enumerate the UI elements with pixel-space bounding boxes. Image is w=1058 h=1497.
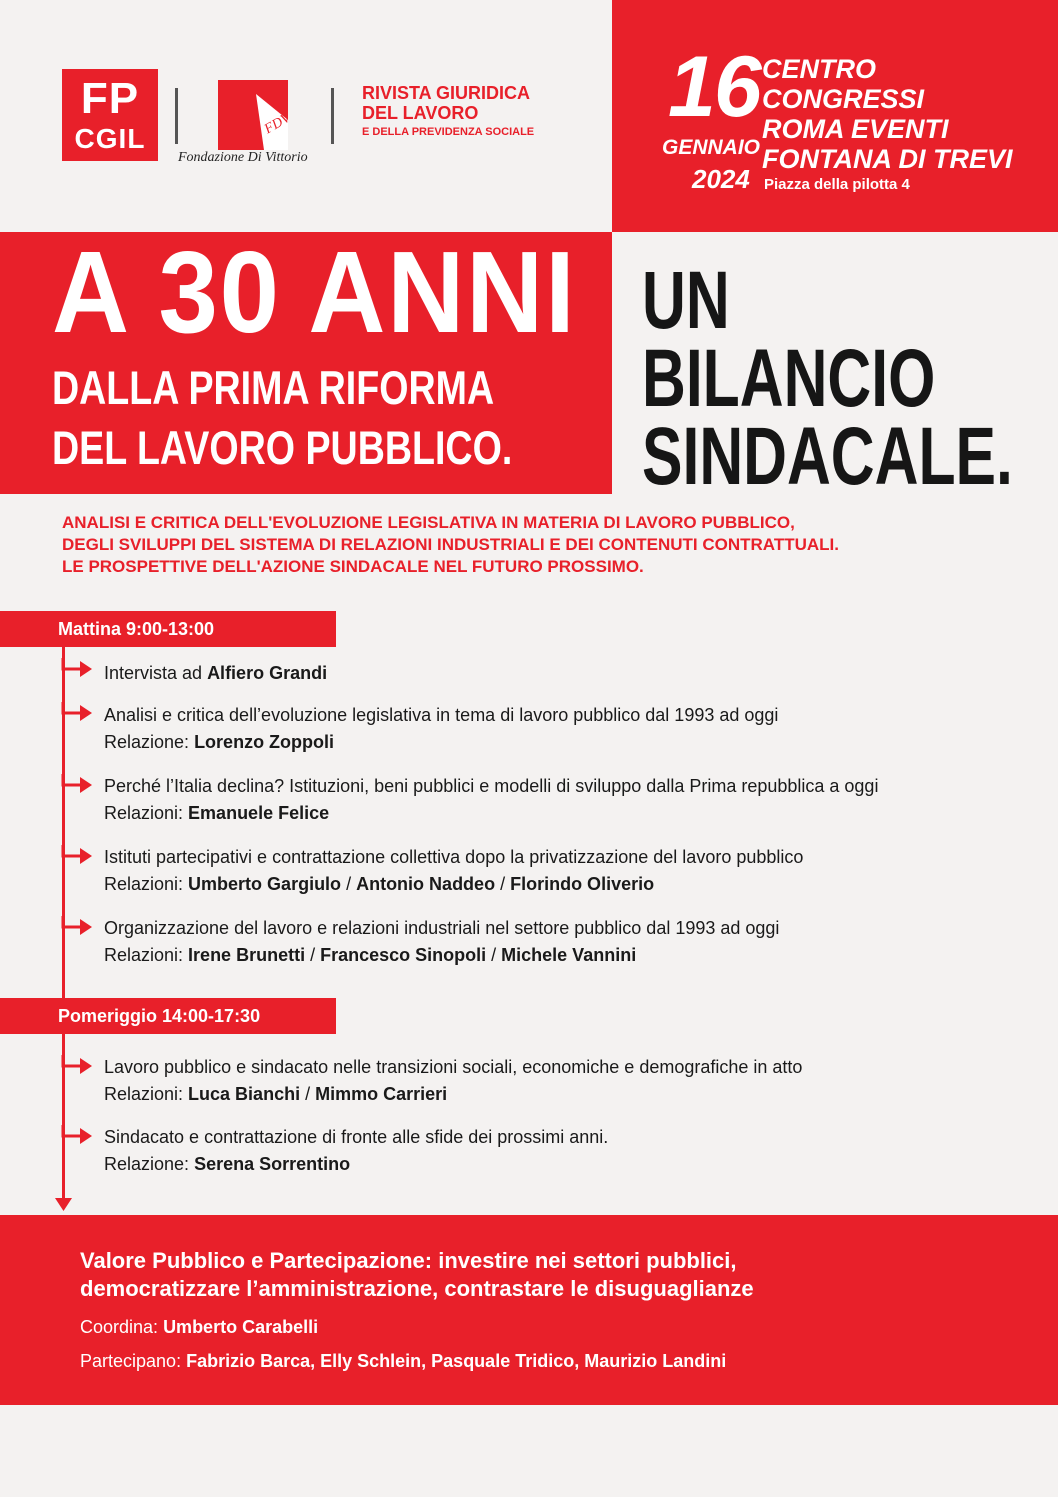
intro-line: ANALISI E CRITICA DELL'EVOLUZIONE LEGISLATIVA IN MATERIA DI LAVORO PUBBLICO, — [62, 513, 795, 532]
speaker-name: Florindo Oliverio — [510, 874, 655, 894]
venue-line: FONTANA DI TREVI — [762, 144, 1013, 174]
fondazione-di-vittorio-logo-icon — [218, 80, 294, 150]
rivista-giuridica-logo — [362, 84, 534, 138]
arrow-right-icon — [62, 1125, 94, 1147]
item-role: Relazioni: — [104, 874, 189, 894]
program-item — [104, 773, 878, 827]
participants-label: Partecipano: — [80, 1351, 187, 1371]
arrow-right-icon — [62, 774, 94, 796]
headline-line-3: DEL LAVORO PUBBLICO. — [52, 421, 513, 474]
venue-line: CONGRESSI — [762, 84, 925, 114]
event-month: GENNAIO — [662, 136, 761, 159]
speaker-name: Mimmo Carrieri — [315, 1084, 448, 1104]
speaker-name: Francesco Sinopoli — [320, 945, 487, 965]
venue-line: CENTRO — [762, 54, 876, 84]
arrow-right-icon — [62, 658, 94, 680]
speaker-name: Serena Sorrentino — [194, 1154, 351, 1174]
arrow-right-icon — [62, 916, 94, 938]
headline-right-line: UN — [642, 255, 730, 346]
session-tab-afternoon: Pomeriggio 14:00-17:30 — [0, 998, 336, 1034]
rivista-line-1: RIVISTA GIURIDICA — [362, 83, 531, 103]
coordinator-label: Coordina: — [80, 1317, 164, 1337]
program-item — [104, 1124, 608, 1178]
speaker-separator: / — [495, 874, 511, 894]
program-item — [104, 1054, 802, 1108]
event-year: 2024 — [692, 164, 750, 194]
fdv-mark-text: FDV — [262, 110, 294, 138]
speaker-name: Irene Brunetti — [188, 945, 306, 965]
logo-divider — [331, 88, 334, 144]
item-role: Relazione: — [104, 732, 195, 752]
coordinator-name: Umberto Carabelli — [163, 1317, 319, 1337]
event-day: 16 — [668, 39, 760, 135]
arrow-right-icon — [62, 702, 94, 724]
speaker-name: Michele Vannini — [501, 945, 637, 965]
arrow-right-icon — [62, 1055, 94, 1077]
program-item — [104, 660, 327, 687]
fondazione-di-vittorio-name: Fondazione Di Vittorio — [178, 150, 308, 165]
event-address: Piazza della pilotta 4 — [764, 176, 910, 193]
headline-right-line: BILANCIO — [642, 333, 936, 424]
item-role: Relazioni: — [104, 803, 189, 823]
item-role: Relazione: — [104, 1154, 195, 1174]
speaker-name: Luca Bianchi — [188, 1084, 301, 1104]
speaker-name: Alfiero Grandi — [207, 663, 328, 683]
item-title: Perché l’Italia declina? Istituzioni, beni pubblici e modelli di sviluppo dalla Prima repubblica a oggi — [104, 776, 879, 796]
timeline-line — [62, 647, 65, 999]
intro-text — [62, 512, 839, 578]
intro-line: DEGLI SVILUPPI DEL SISTEMA DI RELAZIONI INDUSTRIALI E DEI CONTENUTI CONTRATTUALI. — [62, 535, 839, 554]
arrow-right-icon — [62, 845, 94, 867]
speaker-name: Antonio Naddeo — [356, 874, 496, 894]
item-title: Lavoro pubblico e sindacato nelle transizioni sociali, economiche e demografiche in atto — [104, 1057, 803, 1077]
program-item — [104, 915, 779, 969]
headline-line-2: DALLA PRIMA RIFORMA — [52, 361, 495, 414]
arrow-down-icon — [55, 1196, 72, 1212]
headline-right-line: SINDACALE. — [642, 411, 1013, 502]
participants-line — [80, 1351, 726, 1372]
item-title: Analisi e critica dell’evoluzione legislativa in tema di lavoro pubblico dal 1993 ad oggi — [104, 705, 779, 725]
speaker-separator: / — [341, 874, 357, 894]
event-venue — [762, 54, 1013, 174]
speaker-name: Emanuele Felice — [188, 803, 330, 823]
item-title: Intervista ad — [104, 663, 208, 683]
fp-logo-text: FP — [80, 74, 140, 123]
program-item — [104, 844, 803, 898]
coordinator-line — [80, 1317, 318, 1338]
item-role: Relazioni: — [104, 945, 189, 965]
rivista-line-2: DEL LAVORO — [362, 102, 479, 123]
round-table-title-line: Valore Pubblico e Partecipazione: investire nei settori pubblici, — [80, 1248, 737, 1273]
intro-line: LE PROSPETTIVE DELL'AZIONE SINDACALE NEL FUTURO PROSSIMO. — [62, 557, 644, 576]
round-table-title — [80, 1247, 754, 1303]
speaker-name: Lorenzo Zoppoli — [194, 732, 335, 752]
speaker-name: Umberto Gargiulo — [188, 874, 342, 894]
footer-panel — [0, 1215, 1058, 1405]
program-item — [104, 702, 778, 756]
headline-right — [642, 255, 1013, 502]
round-table-title-line: democratizzare l’amministrazione, contrastare le disuguaglianze — [80, 1276, 754, 1301]
logo-divider — [175, 88, 178, 144]
fp-cgil-logo — [62, 69, 158, 161]
speaker-separator: / — [305, 945, 321, 965]
item-title: Organizzazione del lavoro e relazioni industriali nel settore pubblico dal 1993 ad oggi — [104, 918, 780, 938]
rivista-line-3: E DELLA PREVIDENZA SOCIALE — [362, 125, 535, 138]
item-title: Sindacato e contrattazione di fronte alle sfide dei prossimi anni. — [104, 1127, 609, 1147]
speaker-separator: / — [300, 1084, 316, 1104]
speaker-separator: / — [486, 945, 502, 965]
session-tab-morning: Mattina 9:00-13:00 — [0, 611, 336, 647]
item-title: Istituti partecipativi e contrattazione collettiva dopo la privatizzazione del lavoro pubblico — [104, 847, 804, 867]
item-role: Relazioni: — [104, 1084, 189, 1104]
venue-line: ROMA EVENTI — [762, 114, 949, 144]
participants-names: Fabrizio Barca, Elly Schlein, Pasquale Tridico, Maurizio Landini — [186, 1351, 727, 1371]
headline-big: A 30 ANNI — [52, 227, 577, 357]
cgil-logo-text: CGIL — [74, 123, 146, 154]
